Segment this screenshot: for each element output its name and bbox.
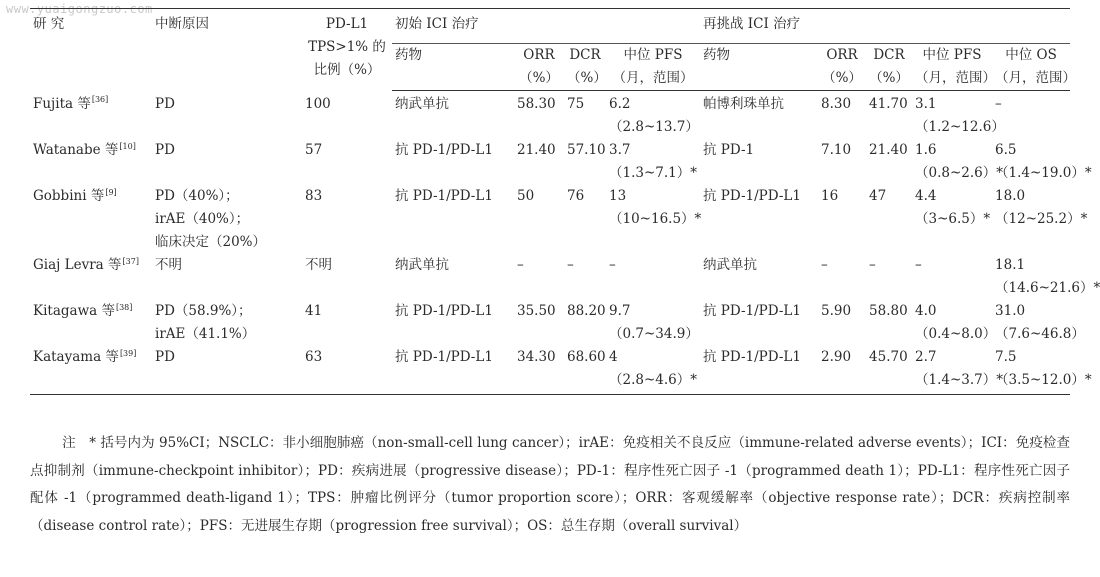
cell-reason xyxy=(152,139,302,185)
cell-re-pfs xyxy=(912,254,992,300)
cell-init-pfs xyxy=(606,346,700,395)
cell-re-orr: – xyxy=(821,257,828,273)
cell-re-orr: 7.10 xyxy=(821,142,852,158)
cell-re-os xyxy=(992,254,1100,300)
citation-ref: [37] xyxy=(122,256,139,266)
cell-tps: 57 xyxy=(305,142,323,158)
cell-re-pfs-line: 1.6 xyxy=(915,142,937,158)
cell-re-pfs-line: （0.8~2.6）* xyxy=(915,165,1004,181)
cell-re-os-line: （12~25.2）* xyxy=(995,211,1088,227)
cell-re-pfs-line: （0.4~8.0） xyxy=(915,326,997,342)
cell-re-pfs-line: （1.2~12.6） xyxy=(915,119,1005,135)
cell-re-dcr: 21.40 xyxy=(869,142,908,158)
cell-init-drug: 纳武单抗 xyxy=(395,257,449,273)
cell-re-dcr: 58.80 xyxy=(869,303,908,319)
cell-re-os-line: 7.5 xyxy=(995,349,1017,365)
citation-ref: [39] xyxy=(119,348,137,358)
cell-re-pfs-line: 4.4 xyxy=(915,188,937,204)
cell-re-pfs xyxy=(912,139,1004,185)
cell-study xyxy=(30,139,152,185)
citation-ref: [38] xyxy=(115,302,133,312)
table-row xyxy=(30,346,1070,395)
cell-reason-line: PD（40%）； xyxy=(155,188,239,204)
cell-init-pfs-line: 4 xyxy=(609,349,618,365)
study-name: Giaj Levra 等 xyxy=(33,257,122,273)
cell-init-drug: 抗 PD-1/PD-L1 xyxy=(395,142,493,158)
cell-study xyxy=(30,91,152,140)
cell-init-orr: 50 xyxy=(517,188,535,204)
header-init-orr: ORR （%） xyxy=(514,44,564,91)
cell-init-pfs-line: 3.7 xyxy=(609,142,631,158)
cell-re-os-line: – xyxy=(995,96,1002,112)
cell-re-os-line: 18.1 xyxy=(995,257,1026,273)
header-retreat-ici: 再挑战 ICI 治疗 xyxy=(700,9,1070,44)
cell-init-pfs-line: 13 xyxy=(609,188,627,204)
cell-init-drug: 抗 PD-1/PD-L1 xyxy=(395,303,493,319)
cell-re-os xyxy=(992,346,1092,395)
study-name: Watanabe 等 xyxy=(33,142,119,158)
header-init-drug: 药物 xyxy=(392,44,514,91)
study-name: Fujita 等 xyxy=(33,95,91,112)
cell-init-dcr: – xyxy=(567,257,574,273)
header-re-pfs: 中位 PFS （月，范围） xyxy=(912,44,992,91)
cell-init-drug: 抗 PD-1/PD-L1 xyxy=(392,346,514,395)
footnote-text: 注 * 括号内为 95%CI；NSCLC：非小细胞肺癌（non-small-cell lung cancer）；irAE：免疫相关不良反应（immune-related adverse events）；ICI：免疫检查点抑制剂（immune-checkpoint inhibitor）；PD：疾病进展（progressive disease）；PD-1：程序性死亡因子 -1（programmed death 1）；PD-L1：程序性死亡因子配体 -1（programmed death-ligand 1）；TPS：肿瘤比例评分（tumor proportion score）；ORR：客观缓解率（objective response rate）；DCR：疾病控制率（disease control rate）；PFS：无进展生存期（progression free survival）；OS：总生存期（overall survival） xyxy=(30,435,1070,534)
citation-ref: [36] xyxy=(91,95,109,104)
cell-init-dcr: 88.20 xyxy=(567,303,606,319)
cell-reason-line: PD xyxy=(155,95,175,112)
cell-re-drug: 抗 PD-1/PD-L1 xyxy=(703,188,801,204)
cell-tps: 63 xyxy=(302,346,392,395)
cell-reason-line: irAE（41.1%） xyxy=(155,326,256,342)
cell-re-drug: 纳武单抗 xyxy=(703,257,758,273)
cell-re-dcr: 47 xyxy=(869,188,887,204)
cell-reason xyxy=(152,91,302,140)
cell-re-os xyxy=(992,185,1088,254)
cell-re-pfs-line: 2.7 xyxy=(915,349,937,365)
header-re-orr: ORR （%） xyxy=(818,44,866,91)
cell-re-os-line: （1.4~19.0）* xyxy=(995,165,1092,181)
table-footnote xyxy=(30,430,1070,540)
header-tps: PD-L1 TPS>1% 的 比例（%） xyxy=(302,9,392,91)
cell-study xyxy=(30,254,152,300)
cell-re-dcr: 41.70 xyxy=(869,96,908,112)
cell-re-pfs-line: 3.1 xyxy=(915,96,937,112)
table-row xyxy=(30,254,1070,300)
header-study: 研 究 xyxy=(30,9,152,91)
cell-re-pfs-line: （1.4~3.7）* xyxy=(915,372,1004,388)
cell-init-pfs-line: – xyxy=(609,257,616,273)
cell-tps: 不明 xyxy=(305,257,332,273)
cell-re-drug: 帕博利珠单抗 xyxy=(703,96,785,112)
cell-init-drug: 抗 PD-1/PD-L1 xyxy=(395,188,493,204)
cell-init-pfs xyxy=(606,185,700,254)
cell-init-pfs xyxy=(606,139,700,185)
cell-init-pfs-line: （2.8~4.6）* xyxy=(609,372,698,388)
cell-re-pfs xyxy=(912,300,997,346)
cell-study xyxy=(30,300,152,346)
study-name: Katayama 等 xyxy=(33,349,119,365)
header-init-pfs: 中位 PFS （月，范围） xyxy=(606,44,700,91)
header-initial-ici: 初始 ICI 治疗 xyxy=(392,9,700,44)
cell-init-dcr: 57.10 xyxy=(567,142,606,158)
table-row xyxy=(30,300,1070,346)
cell-reason-line: 临床决定（20%） xyxy=(155,234,267,250)
cell-reason xyxy=(152,300,302,346)
study-name: Kitagawa 等 xyxy=(33,303,115,319)
cell-re-os-line: 31.0 xyxy=(995,303,1026,319)
cell-tps: 100 xyxy=(305,95,331,112)
cell-re-pfs-line: – xyxy=(915,257,922,273)
cell-re-os xyxy=(992,139,1092,185)
cell-reason-line: PD xyxy=(155,142,175,158)
cell-reason xyxy=(152,346,302,395)
cell-re-pfs xyxy=(912,91,1005,140)
cell-init-pfs-line: （2.8~13.7） xyxy=(609,119,699,135)
cell-re-orr: 5.90 xyxy=(821,303,852,319)
cell-re-orr: 8.30 xyxy=(821,96,852,112)
cell-reason-line: irAE（40%）； xyxy=(155,211,250,227)
cell-re-orr: 16 xyxy=(821,188,839,204)
citation-ref: [9] xyxy=(105,187,117,197)
table-row xyxy=(30,91,1070,140)
cell-re-pfs xyxy=(912,346,1004,395)
cell-tps: 41 xyxy=(305,303,323,319)
cell-init-orr: 21.40 xyxy=(517,142,556,158)
table-body xyxy=(30,91,1100,395)
cell-init-dcr: 75 xyxy=(567,96,585,112)
cell-init-orr: 58.30 xyxy=(517,96,556,112)
header-re-drug: 药物 xyxy=(700,44,818,91)
cell-init-pfs-line: （1.3~7.1）* xyxy=(609,165,698,181)
cell-init-pfs xyxy=(606,254,700,300)
cell-init-pfs-line: 9.7 xyxy=(609,303,631,319)
cell-re-os-line: （3.5~12.0）* xyxy=(995,372,1092,388)
cell-re-os-line: （14.6~21.6）* xyxy=(995,280,1100,296)
citation-ref: [10] xyxy=(119,141,136,151)
cell-init-orr: 35.50 xyxy=(517,303,556,319)
header-init-dcr: DCR （%） xyxy=(564,44,606,91)
cell-re-os-line: 18.0 xyxy=(995,188,1026,204)
cell-re-os xyxy=(992,300,1085,346)
cell-re-dcr: – xyxy=(869,257,876,273)
cell-re-pfs-line: 4.0 xyxy=(915,303,937,319)
cell-init-pfs xyxy=(606,300,700,346)
watermark-text: www.yuaigongzuo.com xyxy=(6,2,153,16)
cell-study xyxy=(30,346,152,395)
cell-reason xyxy=(152,254,302,300)
cell-init-pfs xyxy=(606,91,700,140)
cell-init-dcr: 76 xyxy=(567,188,585,204)
cell-reason xyxy=(152,185,302,254)
table-row xyxy=(30,139,1070,185)
cell-re-os-line: 6.5 xyxy=(995,142,1017,158)
cell-re-drug: 抗 PD-1/PD-L1 xyxy=(700,346,818,395)
cell-init-orr: 34.30 xyxy=(514,346,564,395)
header-re-os: 中位 OS （月，范围） xyxy=(992,44,1070,91)
cell-reason-line: PD xyxy=(155,349,175,365)
cell-study xyxy=(30,185,152,254)
cell-tps: 83 xyxy=(305,188,323,204)
header-re-dcr: DCR （%） xyxy=(866,44,912,91)
cell-init-orr: – xyxy=(517,257,524,273)
cell-reason-line: 不明 xyxy=(155,257,182,273)
cell-re-pfs xyxy=(912,185,992,254)
cell-re-orr: 2.90 xyxy=(818,346,866,395)
cell-re-dcr: 45.70 xyxy=(866,346,912,395)
cell-init-pfs-line: （10~16.5）* xyxy=(609,211,702,227)
study-name: Gobbini 等 xyxy=(33,188,105,204)
cell-re-drug: 抗 PD-1/PD-L1 xyxy=(703,303,801,319)
cell-init-drug: 纳武单抗 xyxy=(395,96,449,112)
cell-reason-line: PD（58.9%）； xyxy=(155,303,252,319)
table-row xyxy=(30,185,1070,254)
cell-init-pfs-line: 6.2 xyxy=(609,96,631,112)
cell-re-drug: 抗 PD-1 xyxy=(703,142,755,158)
header-reason: 中断原因 xyxy=(152,9,302,91)
cell-init-pfs-line: （0.7~34.9） xyxy=(609,326,699,342)
cell-re-pfs-line: （3~6.5）* xyxy=(915,211,991,227)
results-table xyxy=(30,8,1100,395)
cell-re-os-line: （7.6~46.8） xyxy=(995,326,1085,342)
header-row-1 xyxy=(30,9,1070,44)
cell-init-dcr: 68.60 xyxy=(564,346,606,395)
